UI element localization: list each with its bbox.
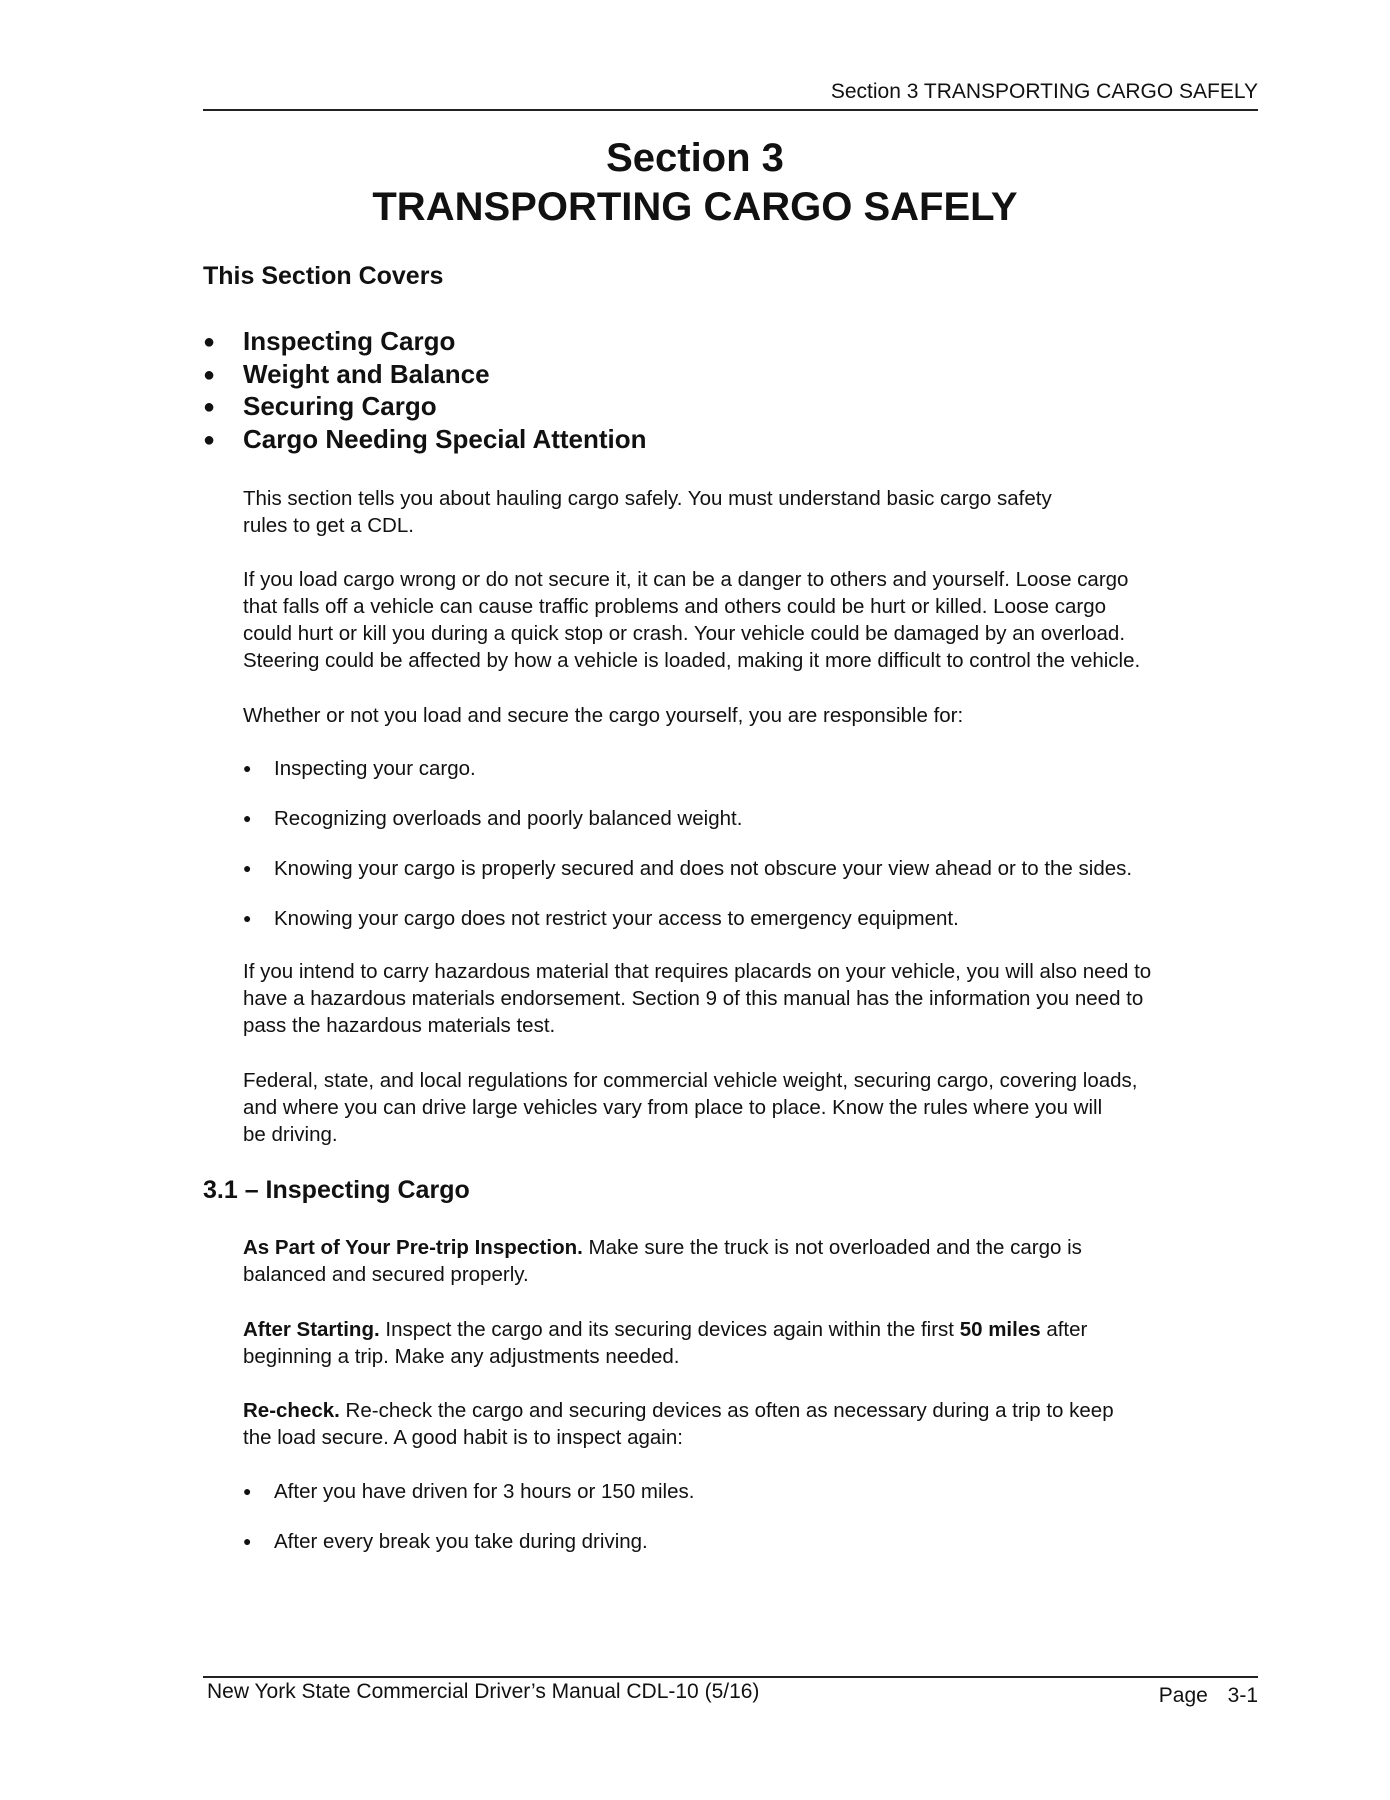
- after-starting-paragraph: [243, 1316, 1273, 1370]
- recheck-text: Re-check the cargo and securing devices as often as necessary during a trip to keep the load secure. A good habit is to inspect again:: [243, 1399, 1114, 1449]
- list-item: [243, 855, 1132, 882]
- list-item-text: Inspecting your cargo.: [274, 757, 476, 780]
- after-label: After Starting.: [243, 1318, 380, 1341]
- list-item-text: Knowing your cargo is properly secured and does not obscure your view ahead or to the sides.: [274, 857, 1133, 880]
- bullet-icon: ●: [243, 1483, 252, 1499]
- bullet-icon: ●: [203, 331, 216, 353]
- pretrip-paragraph: [243, 1234, 1273, 1288]
- covers-heading: This Section Covers: [203, 262, 444, 290]
- intro-paragraph: Whether or not you load and secure the cargo yourself, you are responsible for:: [243, 704, 964, 727]
- footer-rule: [203, 1676, 1258, 1678]
- page-title-line1: Section 3: [606, 136, 784, 180]
- covers-item: [203, 359, 490, 390]
- bullet-icon: ●: [203, 396, 216, 418]
- intro-paragraph: Federal, state, and local regulations for commercial vehicle weight, securing cargo, covering loads, and where you can drive large vehicles vary from place to place. Know the rules where you will be driving.: [243, 1069, 1138, 1146]
- after-text: after beginning a trip. Make any adjustments needed.: [243, 1318, 1088, 1368]
- list-item: [243, 905, 959, 932]
- section-heading: 3.1 – Inspecting Cargo: [203, 1176, 470, 1204]
- list-item-text: Knowing your cargo does not restrict your access to emergency equipment.: [274, 907, 959, 930]
- bullet-icon: ●: [243, 810, 252, 826]
- intro-paragraph: If you load cargo wrong or do not secure it, it can be a danger to others and yourself. Loose cargo that falls off a vehicle can cause traffic problems and others could be hurt or killed. Loose cargo could hurt or kill you during a quick stop or crash. Your vehicle could be damaged by an overload. Steering could be affected by how a vehicle is loaded, making it more difficult to control the vehicle.: [243, 568, 1141, 672]
- covers-item-label: Inspecting Cargo: [243, 326, 456, 356]
- covers-item: [203, 391, 437, 422]
- bullet-icon: ●: [243, 1533, 252, 1549]
- recheck-label: Re-check.: [243, 1399, 340, 1422]
- bullet-icon: ●: [203, 364, 216, 386]
- running-header: Section 3 TRANSPORTING CARGO SAFELY: [830, 80, 1258, 103]
- pretrip-label: As Part of Your Pre-trip Inspection.: [243, 1236, 583, 1259]
- covers-item: [203, 424, 647, 455]
- covers-item: [203, 326, 455, 357]
- covers-item-label: Weight and Balance: [243, 359, 490, 389]
- covers-item-label: Cargo Needing Special Attention: [243, 424, 647, 454]
- list-item-text: After you have driven for 3 hours or 150 miles.: [274, 1480, 695, 1503]
- bullet-icon: ●: [243, 760, 252, 776]
- bullet-icon: ●: [243, 910, 252, 926]
- bullet-icon: ●: [243, 860, 252, 876]
- list-item: [243, 1478, 694, 1505]
- footer-manual-title: New York State Commercial Driver’s Manual CDL-10 (5/16): [207, 1680, 760, 1703]
- page-title-line2: TRANSPORTING CARGO SAFELY: [372, 185, 1018, 229]
- pretrip-text: Make sure the truck is not overloaded and the cargo is balanced and secured properly.: [243, 1236, 1082, 1286]
- covers-item-label: Securing Cargo: [243, 391, 437, 421]
- after-bold: 50 miles: [959, 1318, 1041, 1341]
- list-item: [243, 805, 742, 832]
- list-item-text: After every break you take during driving.: [274, 1530, 648, 1553]
- intro-paragraph: If you intend to carry hazardous material that requires placards on your vehicle, you will also need to have a hazardous materials endorsement. Section 9 of this manual has the information you need to pass the hazardous materials test.: [243, 960, 1152, 1037]
- list-item-text: Recognizing overloads and poorly balanced weight.: [274, 807, 743, 830]
- bullet-icon: ●: [203, 429, 216, 451]
- intro-paragraph: This section tells you about hauling cargo safely. You must understand basic cargo safety rules to get a CDL.: [243, 487, 1052, 537]
- after-text: Inspect the cargo and its securing devices again within the first: [379, 1318, 960, 1341]
- list-item: [243, 1528, 648, 1555]
- footer-page-number: Page 3-1: [1158, 1684, 1258, 1707]
- header-rule: [203, 109, 1258, 111]
- list-item: [243, 755, 476, 782]
- recheck-paragraph: [243, 1397, 1273, 1451]
